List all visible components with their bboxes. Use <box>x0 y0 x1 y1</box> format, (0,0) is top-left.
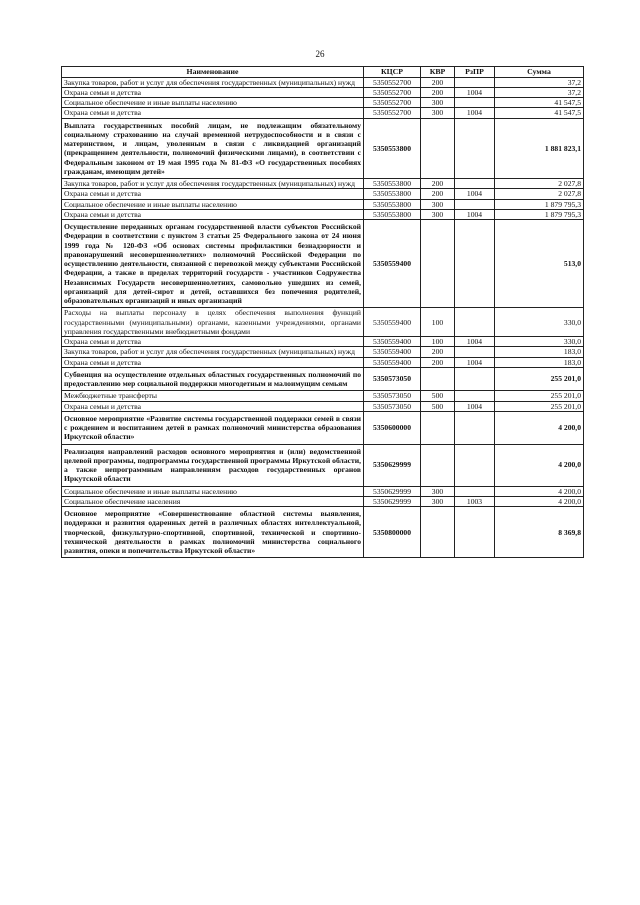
row-sum: 4 200,0 <box>495 411 584 444</box>
row-kvr: 100 <box>421 308 455 337</box>
table-header-row <box>62 67 584 78</box>
row-name: Охрана семьи и детства <box>62 209 364 219</box>
row-code: 5350559400 <box>364 357 421 367</box>
row-kvr: 300 <box>421 108 455 118</box>
row-code: 5350559400 <box>364 308 421 337</box>
table-row <box>62 209 584 219</box>
header-code: КЦСР <box>364 67 421 78</box>
row-name: Социальное обеспечение населения <box>62 496 364 506</box>
row-code: 5350552700 <box>364 77 421 87</box>
row-sum: 37,2 <box>495 77 584 87</box>
row-kvr <box>421 118 455 179</box>
page-number: 26 <box>315 49 325 59</box>
row-code: 5350553800 <box>364 209 421 219</box>
table-row <box>62 401 584 411</box>
row-kvr: 200 <box>421 77 455 87</box>
row-rzpr: 1004 <box>455 357 495 367</box>
row-sum: 1 879 795,3 <box>495 209 584 219</box>
row-kvr: 500 <box>421 391 455 401</box>
row-kvr: 300 <box>421 199 455 209</box>
budget-table <box>61 66 584 558</box>
row-rzpr <box>455 77 495 87</box>
row-rzpr <box>455 347 495 357</box>
table-row <box>62 357 584 367</box>
row-sum: 255 201,0 <box>495 367 584 391</box>
row-kvr: 200 <box>421 189 455 199</box>
row-name: Осуществление переданных органам государственной власти субъектов Российской Федерации в соответствии с пунктом 3 статьи 25 Федерального закона от 24 июня 1999 года № 120-ФЗ «Об основах системы профилактики безнадзорности и правонарушений несовершеннолетних» полномочий Российской Федерации по осуществлению деятельности, связанной с перевозкой между субъектами Российской Федерации, а также в пределах территорий государств - участников Содружества Независимых Государств несовершеннолетних, самовольно ушедших из семей, организаций для детей-сирот и детей, оставшихся без попечения родителей, образовательных организаций и иных организаций <box>62 220 364 308</box>
table-row <box>62 189 584 199</box>
row-code: 5350600000 <box>364 411 421 444</box>
row-sum: 4 200,0 <box>495 444 584 486</box>
row-code: 5350559400 <box>364 347 421 357</box>
table-row <box>62 220 584 308</box>
row-kvr: 500 <box>421 401 455 411</box>
row-kvr <box>421 444 455 486</box>
row-sum: 1 879 795,3 <box>495 199 584 209</box>
row-sum: 183,0 <box>495 347 584 357</box>
row-kvr: 200 <box>421 347 455 357</box>
row-sum: 183,0 <box>495 357 584 367</box>
row-name: Социальное обеспечение и иные выплаты населению <box>62 199 364 209</box>
row-sum: 4 200,0 <box>495 486 584 496</box>
table-row <box>62 98 584 108</box>
row-kvr: 200 <box>421 87 455 97</box>
row-kvr: 300 <box>421 98 455 108</box>
row-code: 5350573050 <box>364 391 421 401</box>
row-code: 5350629999 <box>364 444 421 486</box>
row-rzpr <box>455 179 495 189</box>
row-sum: 255 201,0 <box>495 401 584 411</box>
header-rzpr: РзПР <box>455 67 495 78</box>
row-code: 5350573050 <box>364 367 421 391</box>
header-sum: Сумма <box>495 67 584 78</box>
row-name: Основное мероприятие «Развитие системы государственной поддержки семей в связи с рождением и воспитанием детей в рамках полномочий министерства образования Иркутской области» <box>62 411 364 444</box>
row-rzpr <box>455 486 495 496</box>
table-row <box>62 507 584 558</box>
row-kvr <box>421 367 455 391</box>
row-rzpr <box>455 391 495 401</box>
row-sum: 2 027,8 <box>495 179 584 189</box>
row-name: Межбюджетные трансферты <box>62 391 364 401</box>
row-sum: 8 369,8 <box>495 507 584 558</box>
table-row <box>62 411 584 444</box>
row-sum: 4 200,0 <box>495 496 584 506</box>
row-name: Реализация направлений расходов основного мероприятия и (или) ведомственной целевой программы, подпрограммы государственной программы Иркутской области, а также непрограммным направлениям расходов государственных органов Иркутской области <box>62 444 364 486</box>
row-name: Охрана семьи и детства <box>62 337 364 347</box>
row-name: Закупка товаров, работ и услуг для обеспечения государственных (муниципальных) нужд <box>62 77 364 87</box>
row-name: Субвенция на осуществление отдельных областных государственных полномочий по предоставлению мер социальной поддержки многодетным и малоимущим семьям <box>62 367 364 391</box>
row-sum: 1 881 823,1 <box>495 118 584 179</box>
table-row <box>62 391 584 401</box>
table-row <box>62 308 584 337</box>
row-rzpr: 1004 <box>455 401 495 411</box>
row-rzpr <box>455 444 495 486</box>
row-code: 5350629999 <box>364 486 421 496</box>
row-rzpr <box>455 220 495 308</box>
row-rzpr: 1004 <box>455 209 495 219</box>
row-code: 5350553800 <box>364 199 421 209</box>
row-name: Закупка товаров, работ и услуг для обеспечения государственных (муниципальных) нужд <box>62 179 364 189</box>
row-code: 5350553800 <box>364 189 421 199</box>
row-code: 5350553800 <box>364 118 421 179</box>
table-row <box>62 199 584 209</box>
row-kvr: 300 <box>421 209 455 219</box>
header-name: Наименование <box>62 67 364 78</box>
row-code: 5350559400 <box>364 220 421 308</box>
row-sum: 37,2 <box>495 87 584 97</box>
table-row <box>62 87 584 97</box>
row-name: Расходы на выплаты персоналу в целях обеспечения выполнения функций государственными (муниципальными) органами, казенными учреждениями, органами управления государственными внебюджетными фондами <box>62 308 364 337</box>
table-row <box>62 118 584 179</box>
row-sum: 513,0 <box>495 220 584 308</box>
table-row <box>62 486 584 496</box>
row-name: Охрана семьи и детства <box>62 189 364 199</box>
row-rzpr <box>455 308 495 337</box>
row-kvr: 200 <box>421 179 455 189</box>
row-rzpr <box>455 118 495 179</box>
row-name: Основное мероприятие «Совершенствование областной системы выявления, поддержки и развития одаренных детей в различных областях интеллектуальной, творческой, физкультурно-спортивной, спортивной, технической и спортивно-технической деятельности в рамках полномочий министерства социального развития, опеки и попечительства Иркутской области» <box>62 507 364 558</box>
row-code: 5350552700 <box>364 98 421 108</box>
row-name: Охрана семьи и детства <box>62 108 364 118</box>
table-row <box>62 367 584 391</box>
row-sum: 41 547,5 <box>495 108 584 118</box>
row-name: Охрана семьи и детства <box>62 401 364 411</box>
row-name: Закупка товаров, работ и услуг для обеспечения государственных (муниципальных) нужд <box>62 347 364 357</box>
row-sum: 2 027,8 <box>495 189 584 199</box>
row-kvr <box>421 507 455 558</box>
row-code: 5350800000 <box>364 507 421 558</box>
row-kvr <box>421 220 455 308</box>
table-row <box>62 444 584 486</box>
row-code: 5350552700 <box>364 87 421 97</box>
table-row <box>62 347 584 357</box>
row-code: 5350552700 <box>364 108 421 118</box>
row-kvr: 100 <box>421 337 455 347</box>
row-rzpr <box>455 507 495 558</box>
row-rzpr <box>455 411 495 444</box>
row-rzpr <box>455 199 495 209</box>
row-name: Охрана семьи и детства <box>62 357 364 367</box>
row-code: 5350629999 <box>364 496 421 506</box>
table-body <box>62 77 584 558</box>
row-code: 5350553800 <box>364 179 421 189</box>
row-sum: 330,0 <box>495 308 584 337</box>
row-code: 5350559400 <box>364 337 421 347</box>
row-sum: 330,0 <box>495 337 584 347</box>
table-row <box>62 108 584 118</box>
row-name: Социальное обеспечение и иные выплаты населению <box>62 486 364 496</box>
row-kvr: 300 <box>421 496 455 506</box>
row-sum: 255 201,0 <box>495 391 584 401</box>
row-kvr: 200 <box>421 357 455 367</box>
row-rzpr: 1003 <box>455 496 495 506</box>
row-kvr <box>421 411 455 444</box>
row-rzpr: 1004 <box>455 87 495 97</box>
row-name: Социальное обеспечение и иные выплаты населению <box>62 98 364 108</box>
header-kvr: КВР <box>421 67 455 78</box>
table-row <box>62 179 584 189</box>
table-row <box>62 337 584 347</box>
row-name: Охрана семьи и детства <box>62 87 364 97</box>
row-rzpr <box>455 367 495 391</box>
table-row <box>62 496 584 506</box>
row-rzpr: 1004 <box>455 189 495 199</box>
table-row <box>62 77 584 87</box>
row-kvr: 300 <box>421 486 455 496</box>
row-code: 5350573050 <box>364 401 421 411</box>
row-name: Выплата государственных пособий лицам, не подлежащим обязательному социальному страхованию на случай временной нетрудоспособности и в связи с материнством, и лицам, уволенным в связи с ликвидацией организаций (прекращением деятельности, полномочий физическими лицами), в соответствии с Федеральным законом от 19 мая 1995 года № 81-ФЗ «О государственных пособиях гражданам, имеющим детей» <box>62 118 364 179</box>
row-rzpr: 1004 <box>455 337 495 347</box>
row-sum: 41 547,5 <box>495 98 584 108</box>
row-rzpr: 1004 <box>455 108 495 118</box>
row-rzpr <box>455 98 495 108</box>
